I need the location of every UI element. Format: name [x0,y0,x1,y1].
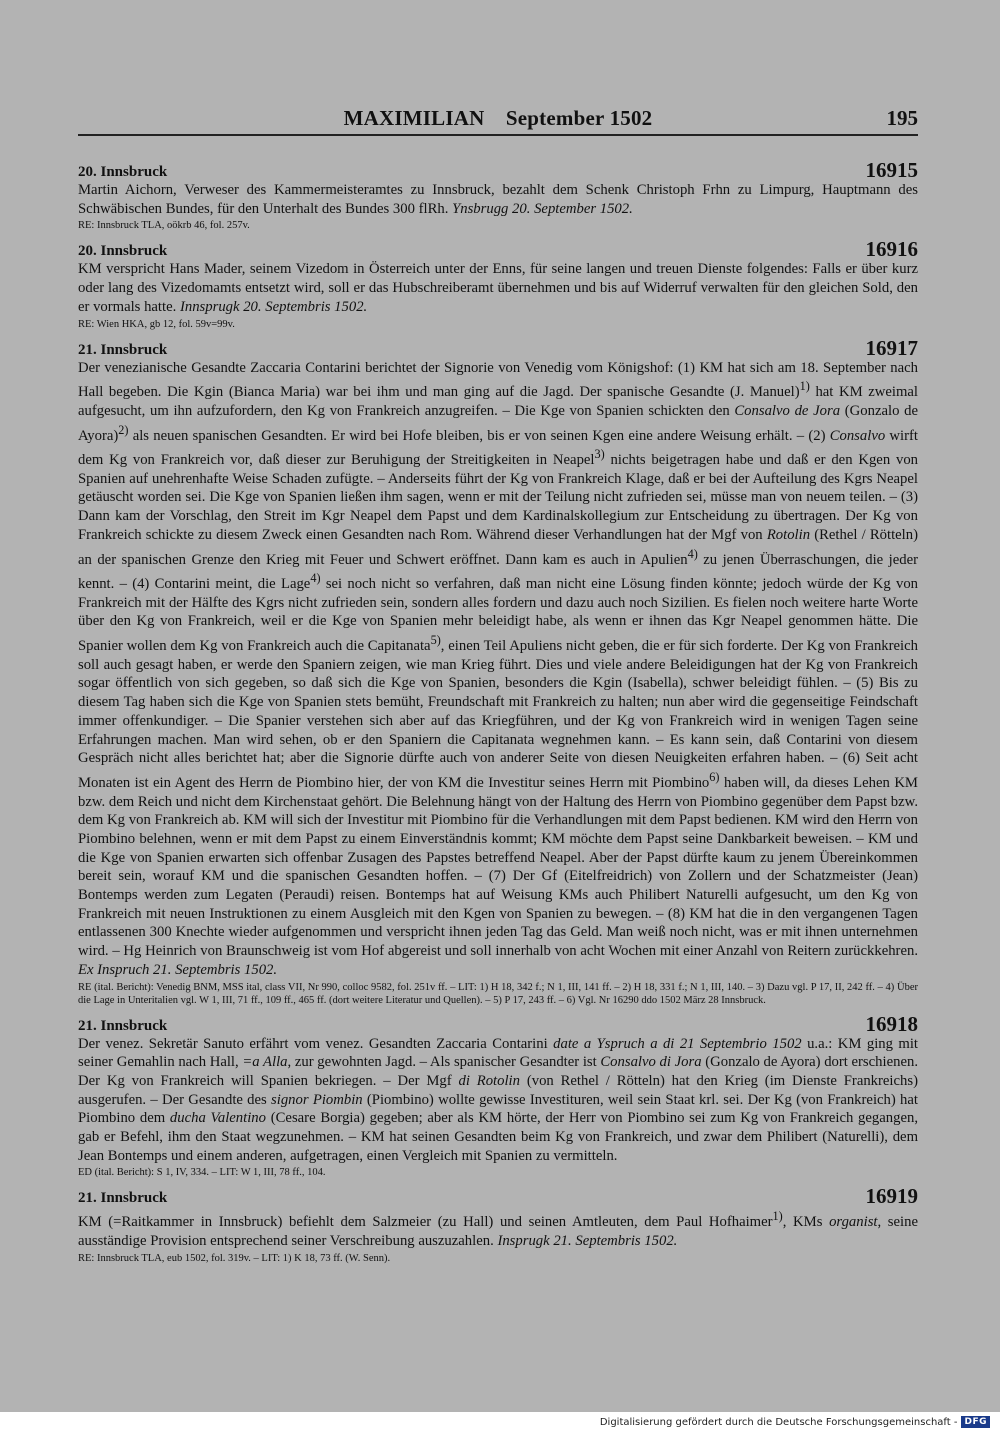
entry-date-place: 20. Innsbruck [78,243,168,260]
document-page [78,100,918,1271]
entry-heading [78,238,918,260]
entry-heading [78,159,918,181]
entry-regest-text: KM verspricht Hans Mader, seinem Vizedom in Österreich unter der Enns, für seine langen und treuen Dienste folgendes: Falls er über kurz oder lang des Vizedomamts entsetzt wird, soll er das Hubschreiberamt übernehmen und bis auf Widerruf verwalten für den gleichen Sold, den er vormals hatte. Innsprugk 20. Septembris 1502. [78,261,918,315]
entry-list [78,159,918,1265]
entry-number: 16915 [865,158,918,182]
entry-regest-text: Martin Aichorn, Verweser des Kammermeisteramtes zu Innsbruck, bezahlt dem Schenk Christoph Frhn zu Limpurg, Hauptmann des Schwäbischen Bundes, für den Unterhalt des Bundes 300 flRh. Ynsbrugg 20. September 1502. [78,182,918,217]
entry-regest-text: KM (=Raitkammer in Innsbruck) befiehlt dem Salzmeier (zu Hall) und seinen Amtleuten, dem Paul Hofhaimer$^{1)}$, KMs organist, seine ausständige Provision entsprechend seiner Verschreibung auszuzahlen. Insprugk 21. Septembris 1502. [78,1209,918,1250]
dfg-logo: DFG [961,1416,990,1428]
calendar-entry [78,238,918,330]
page-title [78,106,918,131]
page-number: 195 [886,106,918,130]
entry-regest-text: Der venez. Sekretär Sanuto erfährt vom venez. Gesandten Zaccaria Contarini date a Yspruch a di 21 Septembrio 1502 u.a.: KM ging mit seiner Gemahlin nach Hall, =a Alla, zur gewohnten Jagd. – Als spanischer Gesandter ist Consalvo di Jora (Gonzalo de Ayora) dort erschienen. Der Kg von Frankreich will Spanien bekriegen. – Der Mgf di Rotolin (von Rethel / Rötteln) hat den Krieg (im Dienste Frankreichs) ausgerufen. – Der Gesandte des signor Piombin (Piombino) wollte gewisse Investituren, weil sein Staat krl. sei. Der Kg (von Frankreich) hat Piombino dem ducha Valentino (Cesare Borgia) gegeben; aber als KM hörte, der Herr von Piombino sei zum Kg von Frankreich gegangen, gab er Befehl, ihm den Staat wegzunehmen. – KM hat seinen Gesandten beim Kg von Frankreich, und zwar dem Philibert (Naturelli), dem Jean Bontemps und einem anderen, aufgetragen, einen Vergleich mit Spanien zu vermitteln. [78,1035,919,1164]
entry-number: 16917 [865,335,918,360]
calendar-entry [78,337,918,1007]
entry-number: 16918 [865,1011,918,1036]
digitization-credit [600,1416,990,1428]
entry-number: 16919 [865,1184,918,1209]
title-date: September 1502 [505,106,653,130]
entry-date-place: 21. Innsbruck [78,341,168,358]
entry-regest-text: Der venezianische Gesandte Zaccaria Contarini berichtet der Signorie von Venedig vom Königshof: (1) KM hat sich am 18. September nach Hall begeben. Die Kgin (Bianca Maria) war bei ihm und man ging auf die Jagd. Der spanische Gesandte (J. Manuel)$^{1)}$ hat KM zweimal aufgesucht, um ihn aufzufordern, den Kg von Frankreich anzugreifen. – Die Kge von Spanien schickten den Consalvo de Jora (Gonzalo de Ayora)$^{2)}$ als neuen spanischen Gesandten. Er wird bei Hofe bleiben, bis er von seinen Kgen eine andere Weisung erhält. – (2) Consalvo wirft dem Kg von Frankreich vor, daß dieser zur Beruhigung der Streitigkeiten in Neapel$^{3)}$ nichts beigetragen habe und daß er den Kgen von Spanien auf unehrenhafte Weise Schaden zufügte. – Anderseits führt der Kg von Frankreich Klage, daß er bei der Aufteilung des Kgrs Neapel getäuscht worden sei. Die Kge von Spanien ließen ihm sagen, wenn er mit der Teilung nicht zufrieden sei, müsse man von neuem teilen. – (3) Dann kam der Vorschlag, den Streit im Kgr Neapel dem Papst und dem Kardinalskollegium zur Entscheidung zu übertragen. Der Kg von Frankreich schickte zu diesem Zweck einen Gesandten nach Rom. Während dieser Verhandlungen hat der Mgf von Rotolin (Rethel / Rötteln) an der spanischen Grenze den Krieg mit Feuer und Schwert eröffnet. Dann kam es auch in Apulien$^{4)}$ zu jenen Überraschungen, die jeder kennt. – (4) Contarini meint, die Lage$^{4)}$ sei noch nicht so verfahren, daß man nicht eine Lösung finden könnte; jedoch würde der Kg von Frankreich mit der Hälfte des Kgrs nicht zufrieden sein, sondern alles fordern und dazu auch noch Sizilien. Es fielen noch weitere harte Worte über den Kg von Frankreich, weil er die Kge von Spanien mehr beleidigt habe, als wenn er ihnen das Kgr Neapel genommen hätte. Die Spanier wollen dem Kg von Frankreich auch die Capitanata$^{5)}$, einen Teil Apuliens nicht geben, die er für sich forderte. Der Kg von Frankreich soll auch gesagt haben, er werde den Spaniern zeigen, wie man Krieg führt. Dies und viele andere Beleidigungen hat der Kg von Frankreich sogar öffentlich von sich gegeben, so daß sich die Kge von Spanien, besonders die Kgin (Isabella), schwer beleidigt fühlen. – (5) Bis zu diesem Tag haben sich die Kge von Spanien stets bemüht, Freundschaft mit Frankreich zu halten; nun aber wird die gegenseitige Feindschaft immer offenkundiger. – Die Spanier verstehen sich aber auf das Kriegführen, und der Kg von Frankreich wird in wenigen Tagen seine Erfahrungen machen. Man wird sehen, ob er den Spaniern die Capitanata wegnehmen kann. – Es kann sein, daß Contarini von diesem Gespräch nicht alles berichtet hat; aber die Signorie dürfte auch von anderer Seite von diesen Neuigkeiten erfahren haben. – (6) Seit acht Monaten ist ein Agent des Herrn de Piombino hier, der von KM die Investitur seines Herrn mit Piombino$^{6)}$ haben will, da dieses Lehen KM bzw. dem Reich und nicht dem Kirchenstaat gehört. Die Belehnung hängt von der Haltung des Herrn von Piombino gegenüber dem Papst bzw. dem Kg von Frankreich ab. KM will sich der Investitur mit Piombino für die Verhandlungen mit dem Papst bedienen. KM wird den Herrn von Piombino belehnen, wenn er mit dem Papst zu einem Einverständnis kommt; KM möchte dem Papst seine Dankbarkeit beweisen. – KM und die Kge von Spanien erwarten sich offenbar Zusagen des Papstes betreffend Neapel. Aber der Papst dürfte kaum zu jenem Übereinkommen bereit sein, worauf KM und die spanischen Gesandten hoffen. – (7) Der Gf (Eitelfreidrich) von Zollern und der Schatzmeister (Jean) Bontemps werden zum Legaten (Peraudi) reisen. Bontemps hat auf Weisung KMs auch Philibert Naturelli aufgesucht, um den Kg von Frankreich mit neuen Instruktionen zu einem Ausgleich mit den Kgen von Spanien zu bewegen. – (8) KM hat die in den vergangenen Tagen entlassenen 300 Knechte wieder aufgenommen und verspricht ihnen jeden Tag das Geld. Man weiß noch nicht, was er mit ihnen unternehmen wird. – Hg Heinrich von Braunschweig ist vom Hof abgereist und soll innerhalb von acht Wochen mit einer Anzahl von Reitern zurückkehren. Ex Inspruch 21. Septembris 1502. [78,359,919,978]
entry-date-place: 21. Innsbruck [78,1017,168,1034]
credit-text: Digitalisierung gefördert durch die Deutsche Forschungsgemeinschaft - [599,1416,958,1428]
entry-heading [78,1185,918,1207]
entry-source-reference: RE: Wien HKA, gb 12, fol. 59v=99v. [78,318,235,330]
title-name: MAXIMILIAN [343,106,485,130]
entry-number: 16916 [865,237,918,262]
calendar-entry [78,1013,918,1180]
calendar-entry [78,159,918,232]
entry-date-place: 21. Innsbruck [78,1190,168,1207]
running-header [78,100,918,136]
entry-source-reference: RE (ital. Bericht): Venedig BNM, MSS ital, class VII, Nr 990, colloc 9582, fol. 251v ff. – LIT: 1) H 18, 342 f.; N 1, III, 141 ff. – 2) H 18, 331 f.; N 1, III, 140. – 3) Dazu vgl. P 17, II, 242 ff. – 4) Über die Lage in Unteritalien vgl. W 1, III, 71 ff., 109 ff., 465 ff. (dort weitere Literatur und Quellen). – 5) P 17, 243 ff. – 6) Vgl. Nr 16290 ddo 1502 März 28 Innsbruck. [78,981,918,1006]
entry-source-reference: ED (ital. Bericht): S 1, IV, 334. – LIT: W 1, III, 78 ff., 104. [78,1167,326,1179]
entry-source-reference: RE: Innsbruck TLA, oökrb 46, fol. 257v. [78,220,250,232]
entry-heading [78,1013,918,1035]
entry-source-reference: RE: Innsbruck TLA, eub 1502, fol. 319v. – LIT: 1) K 18, 73 ff. (W. Senn). [78,1252,391,1264]
entry-heading [78,337,918,359]
calendar-entry [78,1185,918,1264]
entry-date-place: 20. Innsbruck [78,164,168,180]
